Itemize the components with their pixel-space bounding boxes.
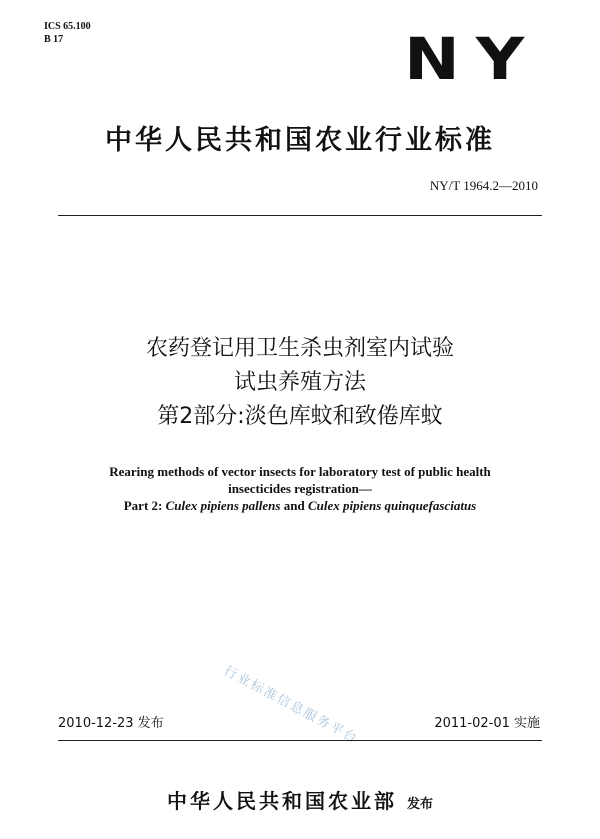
- title-zh-line1: 农药登记用卫生杀虫剂室内试验: [145, 336, 454, 361]
- species-name-1: Culex pipiens pallens: [165, 498, 281, 513]
- title-en-line1: Rearing methods of vector insects for laboratory test of public health: [109, 464, 491, 479]
- watermark: 行业标准信息服务平台: [221, 663, 361, 748]
- issue-date: 2010-12-23 发布: [58, 716, 164, 731]
- top-divider: [58, 215, 542, 216]
- title-en-conjunction: and: [280, 498, 308, 513]
- issuer-name: 中华人民共和国农业部: [166, 789, 397, 813]
- implementation-date: 2011-02-01 实施: [434, 716, 540, 731]
- bottom-divider: [58, 740, 542, 741]
- title-en-line2: insecticides registration—: [228, 481, 372, 496]
- classification-codes: [44, 20, 91, 46]
- issuer-suffix: 发布: [406, 797, 433, 812]
- ny-logo: NY: [404, 25, 541, 93]
- standard-number: NY/T 1964.2—2010: [429, 178, 538, 193]
- ics-code: ICS 65.100: [44, 21, 91, 32]
- title-zh-line3: 第2部分:淡色库蚊和致倦库蚊: [157, 404, 443, 429]
- standard-type-heading: 中华人民共和国农业行业标准: [105, 125, 495, 156]
- issuer: [0, 785, 600, 814]
- title-en-line3: [0, 498, 600, 514]
- ccs-code: B 17: [44, 34, 64, 45]
- species-name-2: Culex pipiens quinquefasciatus: [307, 498, 477, 513]
- title-zh-line2: 试虫养殖方法: [233, 370, 366, 395]
- title-en-part-label: Part 2:: [123, 498, 166, 513]
